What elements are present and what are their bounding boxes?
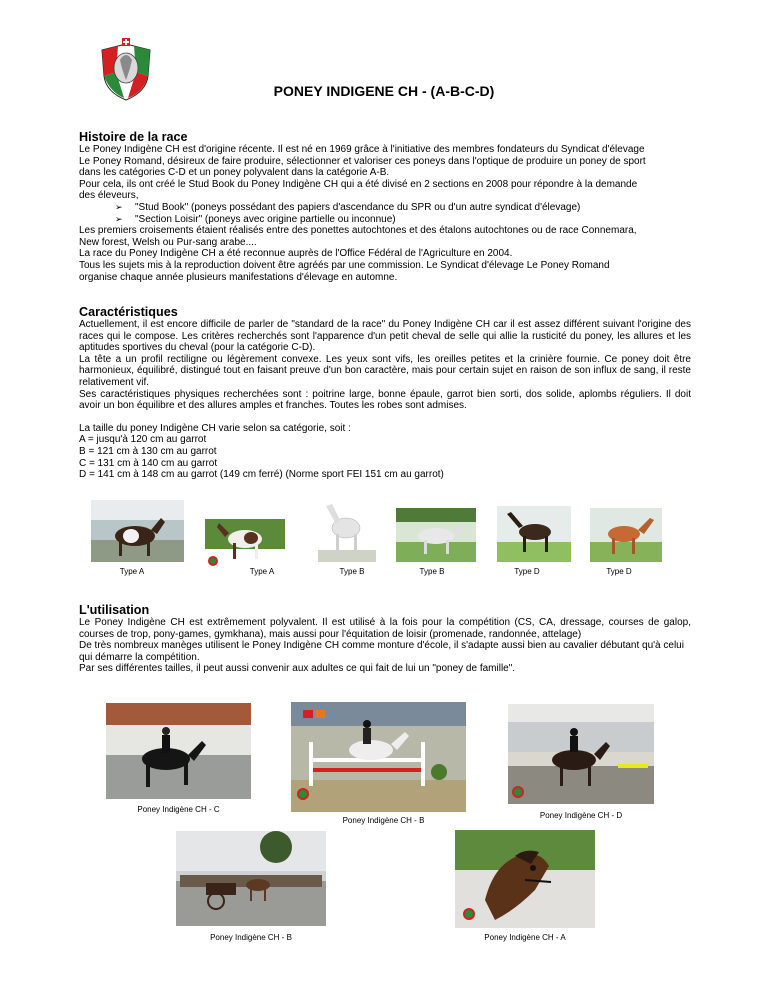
use-caption: Poney Indigène CH - B (210, 933, 292, 942)
histoire-line: Le Poney Indigène CH est d'origine récente. Il est né en 1969 grâce à l'initiative des membres fondateurs du Syndicat d'élevage (79, 144, 645, 155)
use-caption: Poney Indigène CH - B (342, 816, 425, 825)
histoire-line: des éleveurs, (79, 190, 139, 202)
size-c: C = 131 cm à 140 cm au garrot (79, 457, 218, 469)
caracteristiques-paragraph: Actuellement, il est encore difficile de parler de "standard de la race" du Poney Indigène CH car il est assez différent suivant l'origine des races qui le compose. Les critères recherchés sont l'apparence d'un petit cheval de selle qui allie la rusticité du poney, les allures et les aptitudes sportives du cheval (pour la catégorie C-D). (79, 319, 691, 354)
histoire-line: New forest, Welsh ou Pur-sang arabe.... (79, 236, 257, 248)
histoire-line: Les premiers croisements étaient réalisés entre des ponettes autochtones et des étalons autochtones ou de race Connemara, (79, 225, 637, 237)
caracteristiques-paragraph: Ses caractéristiques physiques recherchées sont : poitrine large, bonne épaule, garrot bien sorti, dos solide, aplombs réguliers. Il doit avoir un bon équilibre et des allures amples et franches. Toutes les robes sont admises. (79, 388, 691, 412)
caracteristiques-heading: Caractéristiques (79, 305, 178, 319)
use-photo (455, 830, 595, 928)
type-photo (205, 505, 285, 567)
caracteristiques-section (79, 305, 691, 481)
type-caption: Type A (119, 567, 145, 576)
bullet-text: "Stud Book" (poneys possédant des papiers d'ascendance du SPR ou d'un autre syndicat d'élevage) (135, 201, 581, 213)
histoire-heading: Histoire de la race (79, 130, 188, 144)
use-photo (508, 704, 654, 804)
sizes-intro: La taille du poney Indigène CH varie selon sa catégorie, soit : (79, 422, 351, 434)
use-caption: Poney Indigène CH - D (539, 811, 623, 820)
utilisation-paragraph: Par ses différentes tailles, il peut aussi convenir aux adultes ce qui fait de lui un "poney de famille". (79, 663, 516, 675)
utilisation-heading: L'utilisation (79, 603, 150, 617)
type-caption: Type B (339, 567, 365, 576)
histoire-line: Le Poney Romand, désireux de faire produire, sélectionner et valoriser ces poneys dans l'optique de produire un poney de sport (79, 155, 646, 167)
type-photo (396, 508, 476, 562)
use-caption: Poney Indigène CH - C (137, 805, 220, 814)
histoire-line: Tous les sujets mis à la reproduction doivent être agréés par une commission. Le Syndicat d'élevage Le Poney Romand (79, 259, 610, 271)
histoire-line: La race du Poney Indigène CH a été reconnue auprès de l'Office Fédéral de l'Agriculture en 2004. (79, 248, 513, 260)
size-d: D = 141 cm à 148 cm au garrot (149 cm ferré) (Norme sport FEI 151 cm au garrot) (79, 469, 444, 481)
bullet-item (79, 202, 691, 214)
type-caption: Type A (249, 567, 275, 576)
type-caption: Type D (514, 567, 540, 576)
histoire-line: Pour cela, ils ont créé le Stud Book du Poney Indigène CH qui a été divisé en 2 sections en 2008 pour répondre à la demande (79, 178, 638, 190)
use-caption: Poney Indigène CH - A (484, 933, 566, 942)
use-photo (176, 831, 326, 926)
histoire-line: dans les catégories C-D et un poney polyvalent dans la catégorie A-B. (79, 167, 390, 179)
type-photo (590, 508, 662, 562)
size-a: A = jusqu'à 120 cm au garrot (79, 434, 207, 446)
type-caption: Type B (419, 567, 445, 576)
histoire-section (79, 130, 691, 283)
page-title: PONEY INDIGENE CH - (A-B-C-D) (273, 83, 495, 99)
type-caption: Type D (606, 567, 632, 576)
arrow-bullet-icon: ➢ (115, 213, 123, 224)
histoire-line: organise chaque année plusieurs manifestations d'élevage en automne. (79, 271, 398, 283)
use-photo (291, 702, 466, 812)
size-b: B = 121 cm à 130 cm au garrot (79, 445, 217, 457)
use-photo (106, 703, 251, 799)
type-photo (318, 498, 376, 562)
utilisation-paragraph: De très nombreux manèges utilisent le Poney Indigène CH comme monture d'école, il s'adapte aussi bien au cavalier débutant qu'à celui qui démarre la compétition. (79, 640, 684, 663)
bullet-text: "Section Loisir" (poneys avec origine partielle ou inconnue) (135, 213, 396, 225)
caracteristiques-paragraph: La tête a un profil rectiligne ou légèrement convexe. Les yeux sont vifs, les oreilles petites et la crinière fournie. Ce poney doit être harmonieux, équilibré, distingué tout en faisant preuve d'un bon caractère, mais pour certain sujet en raison de son influx de sang, il reste relativement vif. (79, 353, 691, 388)
utilisation-paragraph: Le Poney Indigène CH est extrêmement polyvalent. Il est utilisé à la fois pour la compétition (CS, CA, dressage, courses de galop, courses de trop, pony-games, gymkhana), mais aussi pour l'équitation de loisir (promenade, randonnée, attelage) (79, 617, 691, 640)
type-photo (91, 500, 184, 562)
bullet-item (79, 214, 691, 226)
type-photo (497, 506, 571, 562)
arrow-bullet-icon: ➢ (115, 201, 123, 212)
utilisation-section (79, 603, 691, 675)
